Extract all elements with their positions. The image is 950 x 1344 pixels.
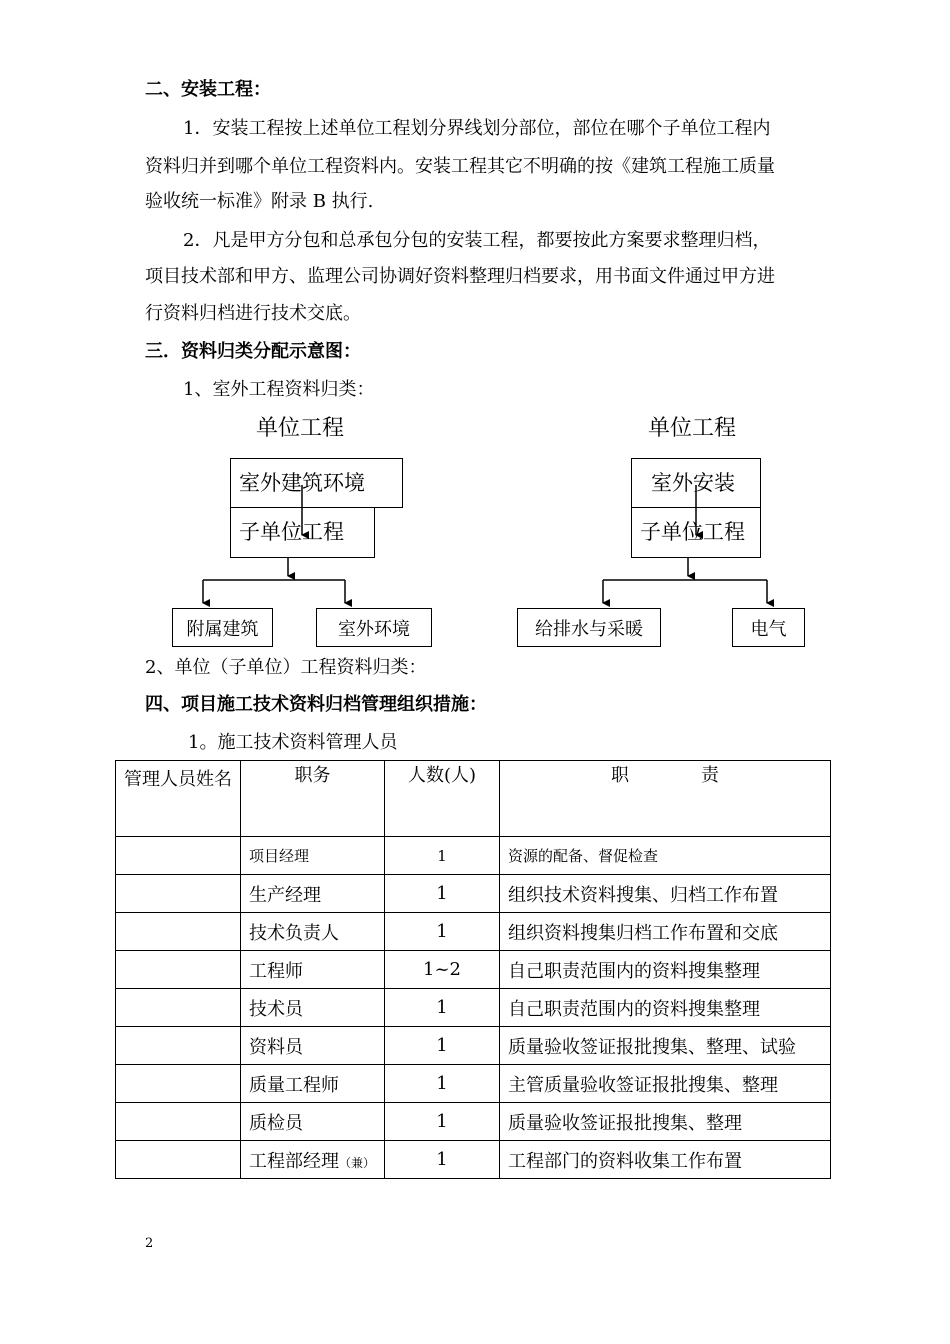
paragraph-line: 项目技术部和甲方、监理公司协调好资料整理归档要求，用书面文件通过甲方进 <box>145 266 775 287</box>
table-row <box>116 837 831 875</box>
table-body <box>116 837 831 1179</box>
section-heading-install: 二、安装工程： <box>145 79 271 100</box>
cell-role <box>241 1103 385 1141</box>
list-item: 1、室外工程资料归类： <box>183 379 375 400</box>
diagram-right-box-outdoor-install: 室外安装 <box>631 458 761 508</box>
cell-count: 1 <box>385 913 500 951</box>
cell-role-text: 技术负责人 <box>249 922 339 944</box>
staff-table <box>115 760 831 1179</box>
list-item: 1。施工技术资料管理人员 <box>188 732 398 753</box>
diagram-left-box-subunit: 子单位工程 <box>230 507 375 558</box>
table-header-row <box>116 761 831 837</box>
cell-duty: 组织资料搜集归档工作布置和交底 <box>500 913 831 951</box>
table-row <box>116 875 831 913</box>
cell-count: 1 <box>385 989 500 1027</box>
header-name: 管理人员姓名 <box>116 761 241 837</box>
cell-role-text: 工程部经理 <box>249 1150 339 1172</box>
cell-duty: 自己职责范围内的资料搜集整理 <box>500 989 831 1027</box>
diagram-right-box-subunit: 子单位工程 <box>631 507 761 558</box>
cell-role <box>241 875 385 913</box>
cell-count: 1~2 <box>385 951 500 989</box>
cell-role <box>241 837 385 875</box>
cell-role <box>241 951 385 989</box>
list-item: 2、单位（子单位）工程资料归类： <box>145 657 427 678</box>
cell-name <box>116 1065 241 1103</box>
section-heading-diagram: 三．资料归类分配示意图： <box>145 341 361 362</box>
cell-role <box>241 1065 385 1103</box>
cell-name <box>116 951 241 989</box>
paragraph-line: 2．凡是甲方分包和总承包分包的安装工程，都要按此方案要求整理归档， <box>183 230 771 251</box>
table-row <box>116 1027 831 1065</box>
paragraph-line: 资料归并到哪个单位工程资料内。安装工程其它不明确的按《建筑工程施工质量 <box>145 156 775 177</box>
cell-name <box>116 1141 241 1179</box>
diagram-right-child-1: 给排水与采暖 <box>517 608 661 647</box>
table-row <box>116 989 831 1027</box>
cell-role-text: 技术员 <box>249 998 303 1020</box>
cell-role <box>241 1027 385 1065</box>
cell-name <box>116 875 241 913</box>
cell-duty: 组织技术资料搜集、归档工作布置 <box>500 875 831 913</box>
cell-name <box>116 837 241 875</box>
cell-duty: 质量验收签证报批搜集、整理、试验 <box>500 1027 831 1065</box>
diagram-left-title: 单位工程 <box>256 416 345 441</box>
table-row <box>116 1065 831 1103</box>
cell-role-note: （兼） <box>339 1155 376 1170</box>
table-row <box>116 913 831 951</box>
cell-role <box>241 1141 385 1179</box>
cell-count: 1 <box>385 1065 500 1103</box>
cell-role-text: 工程师 <box>249 960 303 982</box>
cell-name <box>116 1103 241 1141</box>
cell-role-text: 生产经理 <box>249 884 321 906</box>
header-count: 人数(人) <box>385 761 500 837</box>
cell-count: 1 <box>385 1141 500 1179</box>
header-role: 职务 <box>241 761 385 837</box>
cell-name <box>116 913 241 951</box>
cell-name <box>116 1027 241 1065</box>
cell-role-text: 质量工程师 <box>249 1074 339 1096</box>
cell-duty: 质量验收签证报批搜集、整理 <box>500 1103 831 1141</box>
header-duty: 职 责 <box>500 761 831 837</box>
section-heading-org: 四、项目施工技术资料归档管理组织措施： <box>145 694 487 715</box>
cell-duty: 资源的配备、督促检查 <box>500 837 831 875</box>
cell-role <box>241 989 385 1027</box>
cell-role <box>241 913 385 951</box>
cell-count: 1 <box>385 1103 500 1141</box>
diagram-left-child-1: 附属建筑 <box>172 608 273 647</box>
paragraph-line: 验收统一标准》附录 B 执行. <box>145 191 374 212</box>
cell-duty: 自己职责范围内的资料搜集整理 <box>500 951 831 989</box>
diagram-left-child-2: 室外环境 <box>316 608 432 647</box>
table-row <box>116 1141 831 1179</box>
cell-count: 1 <box>385 875 500 913</box>
diagram-left-box-outdoor-env: 室外建筑环境 <box>230 458 403 508</box>
cell-name <box>116 989 241 1027</box>
table-row <box>116 951 831 989</box>
cell-duty: 工程部门的资料收集工作布置 <box>500 1141 831 1179</box>
paragraph-line: 行资料归档进行技术交底。 <box>145 303 361 324</box>
table-row <box>116 1103 831 1141</box>
cell-count: 1 <box>385 1027 500 1065</box>
cell-duty: 主管质量验收签证报批搜集、整理 <box>500 1065 831 1103</box>
diagram-right-child-2: 电气 <box>732 608 805 647</box>
cell-role-text: 资料员 <box>249 1036 303 1058</box>
cell-role-text: 质检员 <box>249 1112 303 1134</box>
page-number: 2 <box>145 1236 154 1251</box>
paragraph-line: 1．安装工程按上述单位工程划分界线划分部位，部位在哪个子单位工程内 <box>183 118 771 139</box>
diagram-right-title: 单位工程 <box>648 416 737 441</box>
cell-count: 1 <box>385 837 500 875</box>
cell-role-text: 项目经理 <box>249 847 310 865</box>
